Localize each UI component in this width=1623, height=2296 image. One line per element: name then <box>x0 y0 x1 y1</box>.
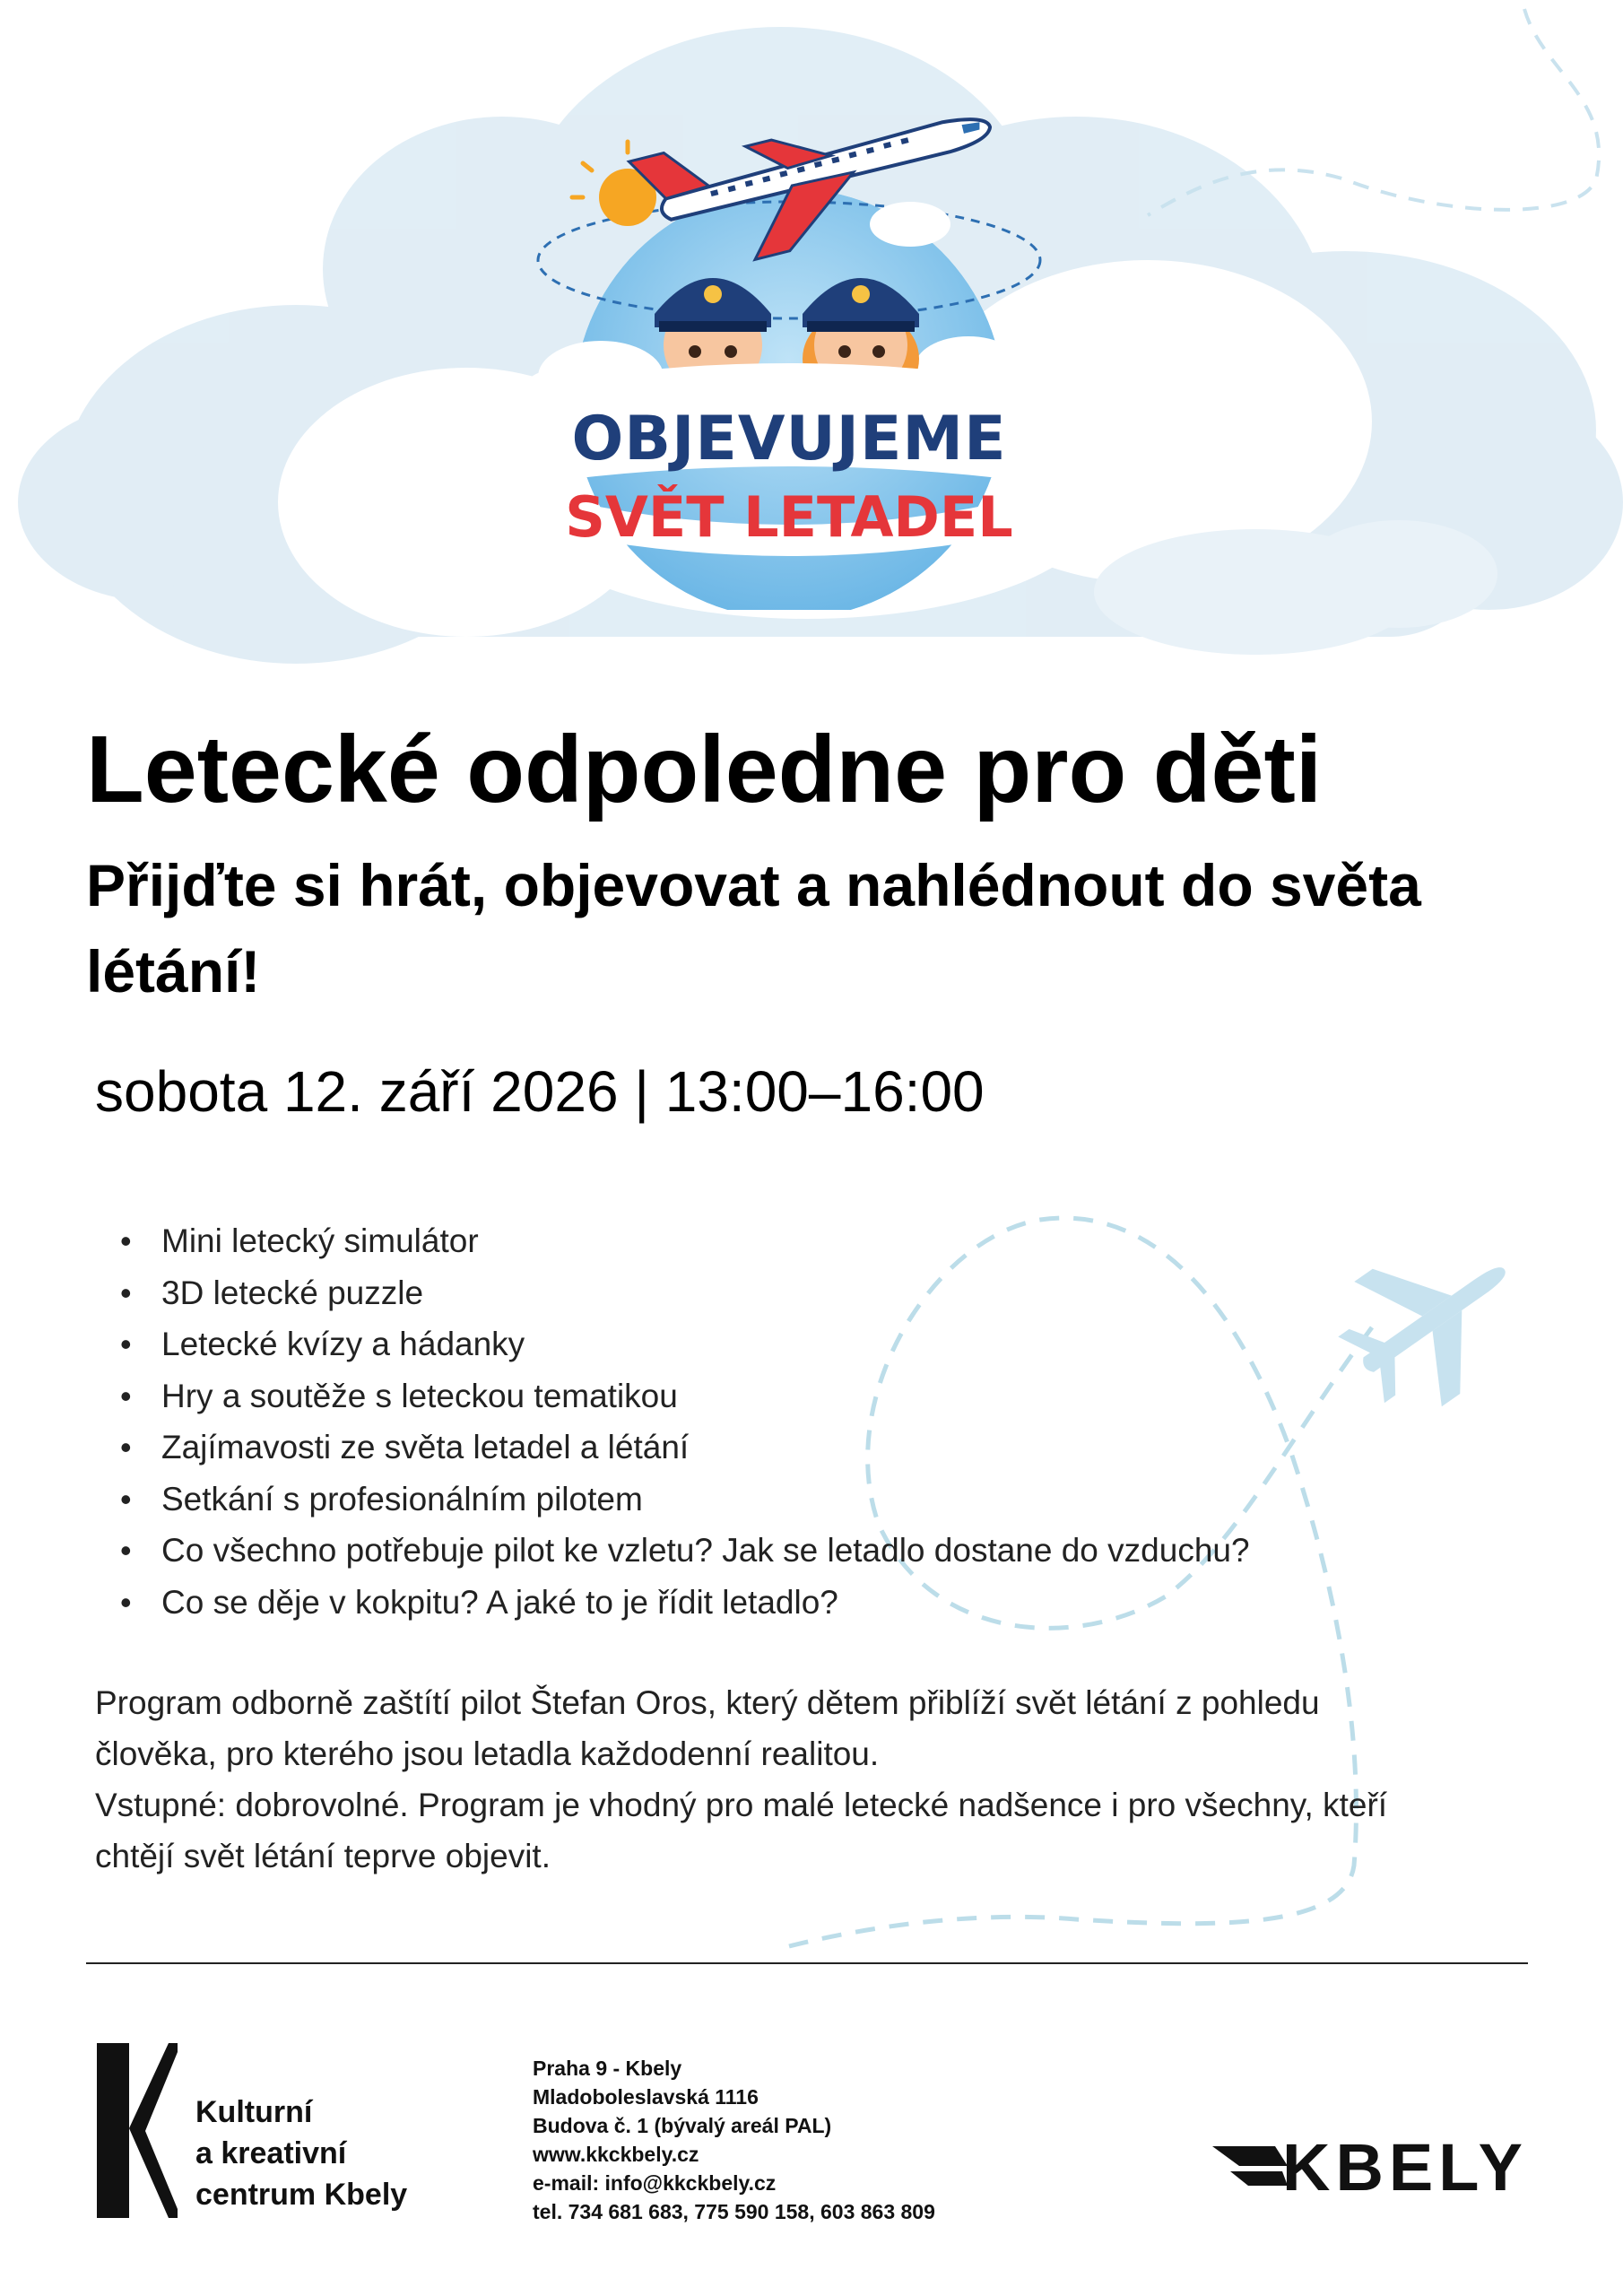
airplane-silhouette-icon <box>1317 1207 1548 1432</box>
logo-title-line1: OBJEVUJEME <box>571 404 1007 474</box>
event-datetime: sobota 12. září 2026 | 13:00–16:00 <box>95 1059 985 1124</box>
footer-divider <box>86 1962 1528 1964</box>
logo-title-line2: SVĚT LETADEL <box>565 484 1013 550</box>
contact-street: Mladoboleslavská 1116 <box>533 2085 759 2109</box>
contact-city: Praha 9 - Kbely <box>533 2057 682 2080</box>
list-item: • Co se děje v kokpitu? A jaké to je řídit letadlo? <box>117 1577 1250 1629</box>
event-description <box>95 1677 1440 1882</box>
organization-name <box>195 2092 407 2215</box>
list-item: • Zajímavosti ze světa letadel a létání <box>117 1422 1250 1474</box>
contact-website-link[interactable]: www.kkckbely.cz <box>533 2143 699 2166</box>
contact-info <box>533 2054 935 2226</box>
contact-phone: tel. 734 681 683, 775 590 158, 603 863 809 <box>533 2200 935 2223</box>
event-subtitle: Přijďte si hrát, objevovat a nahlédnout do světa létání! <box>86 852 1421 1004</box>
list-item: • Setkání s profesionálním pilotem <box>117 1474 1250 1526</box>
kkc-k-logo-icon <box>97 2043 178 2218</box>
list-item: • Hry a soutěže s leteckou tematikou <box>117 1370 1250 1422</box>
list-item: • Co všechno potřebuje pilot ke vzletu? Jak se letadlo dostane do vzduchu? <box>117 1525 1250 1577</box>
contact-email-link[interactable]: e-mail: info@kkckbely.cz <box>533 2171 777 2195</box>
list-item: • 3D letecké puzzle <box>117 1267 1250 1319</box>
feature-list <box>117 1215 1250 1628</box>
org-name-line: Kulturní <box>195 2095 313 2129</box>
org-name-line: a kreativní <box>195 2136 347 2170</box>
description-paragraph: Program odborně zaštítí pilot Štefan Oros, který dětem přiblíží svět létání z pohledu člověka, pro kterého jsou letadla každodenní realitou. <box>95 1684 1320 1772</box>
list-item: • Mini letecký simulátor <box>117 1215 1250 1267</box>
kbely-brand-logo: KBELY <box>1282 2130 1529 2205</box>
contact-building: Budova č. 1 (bývalý areál PAL) <box>533 2114 832 2137</box>
event-title: Letecké odpoledne pro děti <box>86 717 1323 822</box>
event-logo <box>511 108 1067 610</box>
description-paragraph: Vstupné: dobrovolné. Program je vhodný pro malé letecké nadšence i pro všechny, kteří chtějí svět létání teprve objevit. <box>95 1787 1388 1874</box>
org-name-line: centrum Kbely <box>195 2178 408 2212</box>
list-item: • Letecké kvízy a hádanky <box>117 1318 1250 1370</box>
